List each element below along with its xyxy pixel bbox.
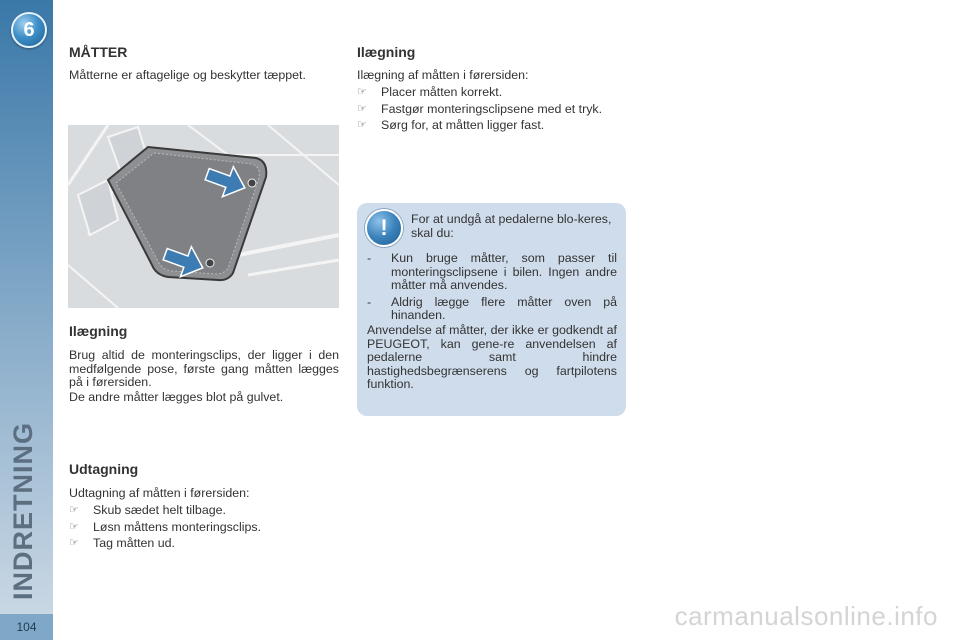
- list-item: ☞ Placer måtten korrekt.: [357, 85, 503, 99]
- list-item: ☞ Skub sædet helt tilbage.: [69, 503, 226, 517]
- hand-pointer-icon: ☞: [357, 119, 367, 131]
- chapter-sidebar: [0, 0, 53, 640]
- note-list: [367, 252, 617, 326]
- list-item: - Aldrig lægge flere måtter oven på hinanden.: [367, 294, 617, 322]
- fitting-heading: Ilægning: [69, 323, 128, 339]
- fitting-text: Brug altid de monteringsclips, der ligger i den medfølgende pose, første gang måtten lægges på i førersiden.: [69, 348, 339, 389]
- note-lead: For at undgå at pedalerne blo-keres, skal du:: [411, 212, 612, 240]
- removal-heading: Udtagning: [69, 461, 139, 477]
- right-heading: Ilægning: [357, 44, 416, 60]
- exclamation-icon: !: [365, 209, 403, 247]
- hand-pointer-icon: ☞: [69, 520, 79, 533]
- chapter-title: INDRETNING: [8, 422, 38, 600]
- right-intro: Ilægning af måtten i førersiden:: [357, 68, 529, 82]
- section-heading: MÅTTER: [69, 44, 128, 60]
- list-item: ☞ Sørg for, at måtten ligger fast.: [357, 118, 545, 132]
- fitting-steps: [357, 86, 627, 136]
- list-item: ☞ Tag måtten ud.: [69, 536, 175, 550]
- warning-note: [357, 203, 626, 416]
- fitting-text-2: De andre måtter lægges blot på gulvet.: [69, 390, 284, 404]
- floor-mat-drawing: [68, 125, 339, 308]
- hand-pointer-icon: ☞: [69, 504, 79, 516]
- list-item: ☞ Løsn måttens monteringsclips.: [69, 519, 262, 534]
- removal-intro: Udtagning af måtten i førersiden:: [69, 486, 250, 500]
- watermark: carmanualsonline.info: [674, 601, 938, 631]
- list-item: - Kun bruge måtter, som passer til monteringsclipsene i bilen. Ingen andre måtter må anvendes.: [367, 251, 617, 292]
- hand-pointer-icon: ☞: [69, 537, 79, 549]
- chapter-number-badge: 6: [11, 12, 47, 48]
- note-warning: Anvendelse af måtter, der ikke er godkendt af PEUGEOT, kan gene-re anvendelsen af pedalerne samt hindre hastighedsbegrænserens og fartpilotens funktion.: [367, 323, 617, 391]
- removal-steps: [69, 504, 339, 554]
- list-item: ☞ Fastgør monteringsclipsene med et tryk.: [357, 101, 603, 116]
- hand-pointer-icon: ☞: [357, 86, 367, 98]
- hand-pointer-icon: ☞: [357, 102, 367, 115]
- floor-mat-illustration: [68, 125, 339, 308]
- page-number: 104: [0, 614, 53, 640]
- intro-text: Måtterne er aftagelige og beskytter tæppet.: [69, 68, 306, 82]
